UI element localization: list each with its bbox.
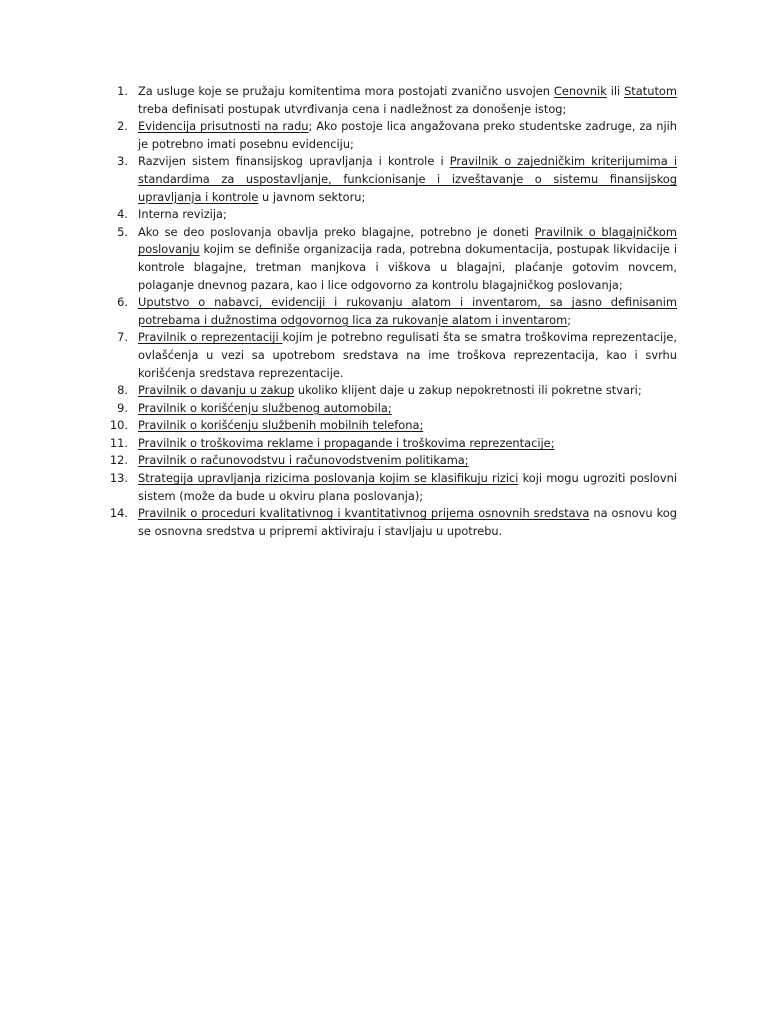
underlined-document-title: Evidencija prisutnosti na radu <box>138 119 309 134</box>
list-item-number: 2. <box>117 119 128 134</box>
underlined-document-title: Statutom <box>624 84 677 98</box>
list-item-number: 14. <box>109 506 128 521</box>
list-item <box>104 294 677 329</box>
list-item-number: 11. <box>109 435 128 450</box>
underlined-document-title: Pravilnik o proceduri kvalitativnog i kvantitativnog prijema osnovnih sredstava <box>138 506 590 521</box>
list-item-number: 8. <box>117 383 128 398</box>
underlined-document-title: Cenovnik <box>553 84 607 98</box>
list-item-number: 1. <box>117 84 128 98</box>
list-item <box>104 153 677 206</box>
list-item-text: Ako se deo poslovanja obavlja preko blagajne, potrebno je doneti <box>138 224 535 239</box>
underlined-document-title: Pravilnik o zajedničkim kriterijumima i standardima za uspostavljanje, funkcionisanje i izveštavanje o sistemu finansijskog upravljanja i kontrole <box>138 154 678 204</box>
list-item <box>104 118 677 153</box>
underlined-document-title: Pravilnik o korišćenju službenih mobilnih telefona; <box>138 418 424 433</box>
underlined-document-title: Pravilnik o računovodstvu i računovodstvenim politikama; <box>138 453 469 468</box>
list-item-number: 7. <box>117 330 128 345</box>
underlined-document-title: Uputstvo o nabavci, evidenciji i rukovanju alatom i inventarom, sa jasno definisanim potrebama i dužnostima odgovornog lica za rukovanje alatom i inventarom <box>138 295 677 327</box>
underlined-document-title: Pravilnik o troškovima reklame i propagande i troškovima reprezentacije; <box>138 435 555 450</box>
list-item-text: Razvijen sistem finansijskog upravljanja i kontrole i <box>138 154 450 169</box>
list-item-text: na osnovu kog se osnovna sredstva u pripremi aktiviraju i stavljaju u upotrebu. <box>138 506 677 538</box>
list-item <box>104 435 677 453</box>
list-item-text: ukoliko klijent daje u zakup nepokretnosti ili pokretne stvari; <box>294 383 642 398</box>
list-item-number: 3. <box>117 154 128 169</box>
underlined-document-title: Pravilnik o blagajničkom poslovanju <box>138 224 677 257</box>
list-item-number: 5. <box>117 224 128 239</box>
list-item-text: koji mogu ugroziti poslovni sistem (može da bude u okviru plana poslovanja); <box>138 471 677 503</box>
list-item <box>104 470 677 505</box>
underlined-document-title: Pravilnik o reprezentaciji <box>138 330 283 345</box>
list-item <box>104 400 677 418</box>
list-item-number: 10. <box>109 418 128 433</box>
list-item-text: ; <box>567 312 572 327</box>
underlined-document-title: Pravilnik o korišćenju službenog automobila; <box>138 400 392 415</box>
list-item <box>104 382 677 400</box>
list-item <box>104 452 677 470</box>
underlined-document-title: Pravilnik o davanju u zakup <box>138 383 295 398</box>
list-item <box>104 505 677 540</box>
list-item-text: u javnom sektoru; <box>258 189 366 204</box>
list-item <box>104 417 677 435</box>
numbered-list <box>104 83 677 540</box>
list-item-text: kojim se definiše organizacija rada, potrebna dokumentacija, postupak likvidacije i kontrole blagajne, tretman manjkova i viškova u blagajni, plaćanje gotovim novcem, polaganje dnevnog pazara, kao i lice odgovorno za kontrolu blagajničkog poslovanja; <box>138 242 677 292</box>
list-item-text: ; Ako postoje lica angažovana preko studentske zadruge, za njih je potrebno imati posebnu evidenciju; <box>138 119 677 151</box>
list-item-number: 12. <box>109 453 128 468</box>
list-item-text: ili <box>606 84 625 98</box>
list-item-text: treba definisati postupak utvrđivanja cena i nadležnost za donošenje istog; <box>138 101 567 116</box>
list-item <box>104 224 677 294</box>
list-item-number: 9. <box>117 400 128 415</box>
list-item-number: 6. <box>117 295 128 310</box>
list-item <box>104 83 677 118</box>
list-item-number: 4. <box>117 207 128 222</box>
list-item-text: kojim je potrebno regulisati šta se smatra troškovima reprezentacije, ovlašćenja u vezi sa upotrebom sredstava na ime troškova reprezentacija, kao i svrhu korišćenja sredstava reprezentacije. <box>138 330 677 380</box>
list-item-number: 13. <box>109 471 128 486</box>
underlined-document-title: Strategija upravljanja rizicima poslovanja kojim se klasifikuju rizici <box>138 471 519 486</box>
list-item-text: Interna revizija; <box>138 207 227 222</box>
list-item <box>104 206 677 224</box>
list-item-text: Za usluge koje se pružaju komitentima mora postojati zvanično usvojen <box>138 84 554 98</box>
list-item <box>104 329 677 382</box>
